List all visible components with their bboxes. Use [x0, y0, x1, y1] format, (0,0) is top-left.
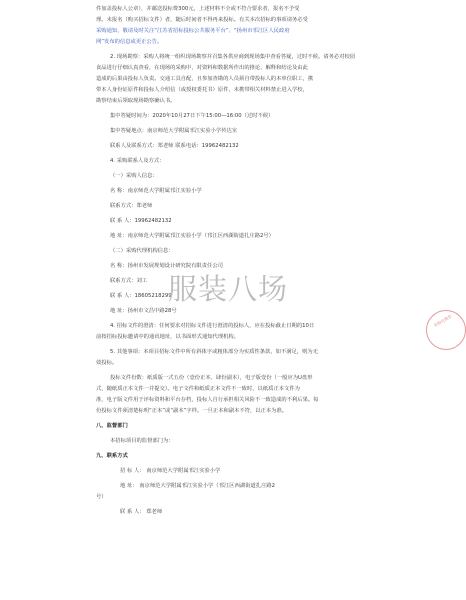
- stamp-text: 采购代理章: [432, 313, 453, 329]
- text-line: 联 系 人：19962482132: [110, 218, 172, 224]
- text-line: 名 称：扬州市发展规划设计研究院有限责任公司: [110, 263, 223, 269]
- text-line: 5. 其他事项：本项目招标文件中所有斜体字或粗体部分为实质性条款，如不满足，则为无: [110, 349, 319, 355]
- text-line: 九、联系方式: [96, 453, 128, 459]
- text-line: 八、监督部门: [96, 423, 128, 429]
- text-line: 4. 招标文件的澄清：任何要求对招标文件进行澄清的投标人，应在投标截止日期的10日: [110, 323, 315, 329]
- watermark: 服装八场: [168, 272, 289, 306]
- text-line: 带本人身份证原件和投标人介绍信（或授权委托书）原件，未携带相关材料禁止进入学校，: [96, 87, 308, 93]
- text-line: 地 址：南京师范大学附属邗江实验小学（邗江区西湖街道扎庄路2号）: [110, 233, 274, 239]
- text-line: 招 标 人： 南京师范大学附属邗江实验小学: [120, 468, 221, 474]
- text-line: 集中答疑地点：南京师范大学附属邗江实验小学传达室: [110, 128, 238, 134]
- text-line: （一）采购人信息：: [110, 173, 158, 179]
- text-line: 网”发布的信息或更正公告。: [96, 39, 163, 45]
- text-line: 号）: [96, 494, 107, 500]
- text-line: 效投标。: [96, 360, 118, 366]
- text-line: 食品进行仔细认真查看，在现场的采购中，对资料和数据所作出的推论、解释和结论及由此: [96, 65, 308, 71]
- text-line: 件加盖投标人公章），并邮送投标费300元，上述材料不全或不符合要求者，报名不予受: [96, 6, 300, 12]
- text-line: 集中答疑时间为：2020年10月27日下午15:00—16:00（过时不候）: [110, 113, 274, 119]
- text-line: 前按招标投标邀请中的通讯地址，以书面形式通知代理机构。: [96, 334, 240, 340]
- text-line: 地 址： 南京师范大学附属邗江实验小学（邗江区西湖街道扎庄路2: [120, 483, 276, 489]
- text-line: 联系方式：郑老师: [110, 203, 153, 209]
- text-line: 投标文件份数：纸质版一式五份（壹份正本、肆份副本），电子版壹份（一般应为U盘形: [110, 375, 313, 381]
- text-line: 4. 采购联系人及方式：: [110, 158, 165, 164]
- text-line: 份投标文件须清楚标明“正本”或“副本”字样。一旦正本和副本不符，以正本为准。: [96, 408, 288, 414]
- text-line: 式，随纸质正本文件一并提交）。电子文件和纸质正本文件不一致时，以纸质正本文件为: [96, 386, 300, 392]
- text-line: 名 称：南京师范大学附属邗江实验小学: [110, 188, 202, 194]
- text-line: 地 址：扬州市文昌中路28号: [110, 308, 177, 314]
- text-line: 联 系 人： 郑老师: [120, 509, 163, 515]
- text-line: （二）采购代理机构信息：: [110, 248, 174, 254]
- text-line: 理。未报名（购买招标文件）者，随后时间者不得再来投标。有关本次招标的事项请务必受: [96, 17, 308, 23]
- text-line: 联系人及联系方式：郑老师 联系电话：19962482132: [110, 143, 239, 149]
- text-line: 本招标项目的监督部门为：: [110, 438, 174, 444]
- text-line: 勘察结束后领取现场勘察确认书。: [96, 98, 176, 104]
- text-line: 准，电子版文件用于评标资料和平台存档，投标人自行承担相关风险不一致造成的不利后果。每: [96, 397, 319, 403]
- text-line: 造成的后果由投标人负责。交通工具自配，且参加查勘的人员须自带投标人的本单位职工，携: [96, 76, 314, 82]
- text-line: 采购通知，敬请及时关注“江苏省招标投标公共服务平台”、“扬州市邗江区人民政府: [96, 28, 290, 34]
- text-line: 联系方式：刘工: [110, 278, 148, 284]
- text-line: 联 系 人：18605218299: [110, 293, 172, 299]
- text-line: 2. 现场勘察：采购人将统一组织现场勘察并召集各供应商到现场集中查看答疑，过时不候。请务必对校园: [110, 54, 356, 60]
